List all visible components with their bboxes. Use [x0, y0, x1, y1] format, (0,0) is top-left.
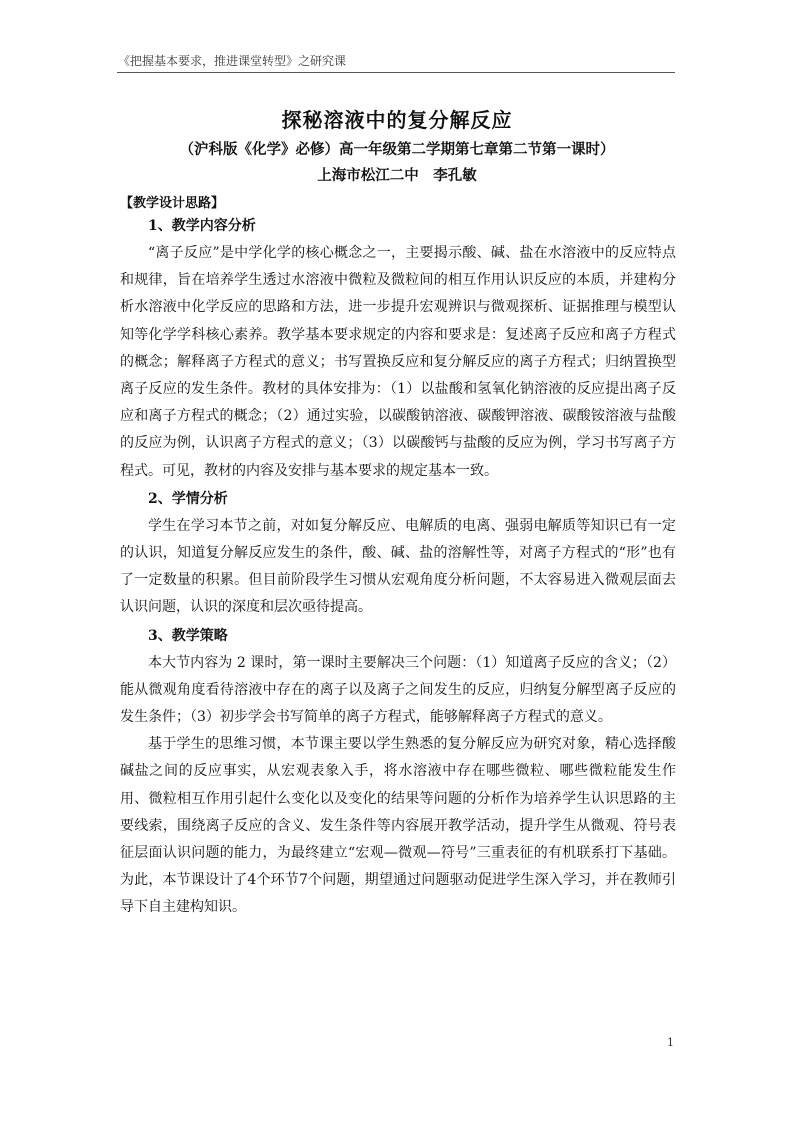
header-divider	[117, 72, 675, 73]
body-paragraph: “离子反应”是中学化学的核心概念之一，主要揭示酸、碱、盐在水溶液中的反应特点和规律，旨在培养学生透过水溶液中微粒及微粒间的相互作用认识反应的本质，并建构分析水溶液中化学反应的思路和方法，进一步提升宏观辨识与微观探析、证据推理与模型认知等化学学科核心素养。教学基本要求规定的内容和要求是：复述离子反应和离子方程式的概念；解释离子方程式的意义；书写置换反应和复分解反应的离子方程式；归纳置换型离子反应的发生条件。教材的具体安排为：（1）以盐酸和氢氧化钠溶液的反应提出离子反应和离子方程式的概念；（2）通过实验，以碳酸钠溶液、碳酸钾溶液、碳酸铵溶液与盐酸的反应为例，认识离子方程式的意义；（3）以碳酸钙与盐酸的反应为例，学习书写离子方程式。可见，教材的内容及安排与基本要求的规定基本一致。	[120, 245, 676, 479]
section-heading: 3、教学策略	[148, 627, 228, 644]
section-heading: 2、学情分析	[148, 490, 228, 507]
section-teaching-strategy	[120, 622, 676, 922]
document-subtitle: （沪科版《化学》必修）高一年级第二学期第七章第二节第一课时）	[179, 141, 615, 158]
author-line: 上海市松江二中 李孔敏	[317, 167, 477, 184]
section-student-analysis	[120, 485, 676, 622]
document-body	[120, 212, 676, 922]
running-header: 《把握基本要求，推进课堂转型》之研究课	[118, 54, 347, 68]
body-paragraph: 学生在学习本节之前，对如复分解反应、电解质的电离、强弱电解质等知识已有一定的认识，知道复分解反应发生的条件，酸、碱、盐的溶解性等，对离子方程式的“形”也有了一定数量的积累。但目前阶段学生习惯从宏观角度分析问题，不太容易进入微观层面去认识问题，认识的深度和层次亟待提高。	[120, 517, 676, 616]
document-title: 探秘溶液中的复分解反应	[281, 108, 513, 132]
section-content-analysis	[120, 212, 676, 485]
section-heading: 1、教学内容分析	[148, 218, 256, 234]
page-number: 1	[667, 1036, 674, 1049]
body-paragraph: 基于学生的思维习惯，本节课主要以学生熟悉的复分解反应为研究对象，精心选择酸碱盐之间的反应事实，从宏观表象入手，将水溶液中存在哪些微粒、哪些微粒能发生作用、微粒相互作用引起什么变化以及变化的结果等问题的分析作为培养学生认识思路的主要线索，围绕离子反应的含义、发生条件等内容展开教学活动，提升学生从微观、符号表征层面认识问题的能力，为最终建立“宏观—微观—符号”三重表征的有机联系打下基础。为此，本节课设计了4个环节7个问题，期望通过问题驱动促进学生深入学习，并在教师引导下自主建构知识。	[120, 736, 676, 916]
section-label: 【教学设计思路】	[120, 196, 225, 211]
body-paragraph: 本大节内容为 2 课时，第一课时主要解决三个问题：（1）知道离子反应的含义；（2）能从微观角度看待溶液中存在的离子以及离子之间发生的反应，归纳复分解型离子反应的发生条件；（3）初步学会书写简单的离子方程式，能够解释离子方程式的意义。	[120, 654, 676, 726]
